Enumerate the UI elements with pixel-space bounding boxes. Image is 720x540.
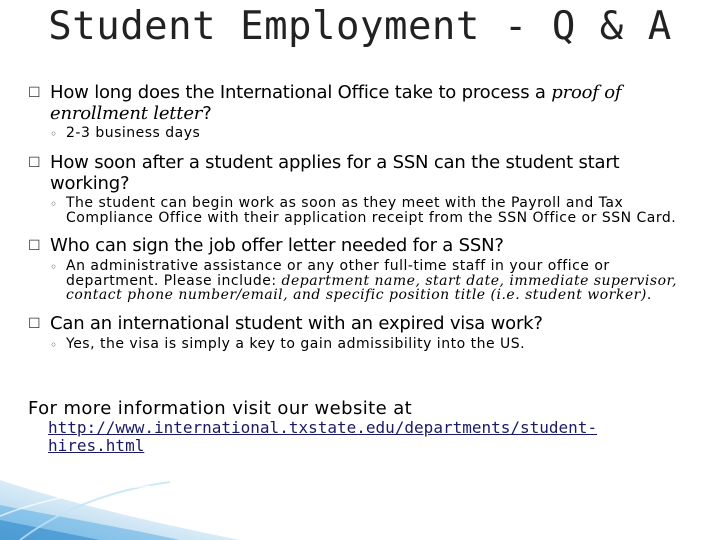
qa-item — [28, 82, 693, 142]
answer-row — [50, 259, 693, 303]
answer-text: An administrative assistance or any other full-time staff in your office or department. Please include: department name, start date, immediate supervisor, contact phone number/email, and specific position title (i.e. student worker). — [66, 258, 678, 303]
answer-row — [50, 337, 693, 353]
circle-bullet-icon: ◦ — [50, 337, 58, 352]
question-row — [28, 313, 693, 335]
question-text: Can an international student with an expired visa work? — [50, 312, 543, 334]
circle-bullet-icon: ◦ — [50, 127, 58, 141]
answer-row — [50, 126, 693, 142]
answer-text: The student can begin work as soon as they meet with the Payroll and Tax Compliance Office with their application receipt from the SSN Office or SSN Card. — [66, 195, 677, 226]
more-info-text: For more information visit our website at — [28, 398, 413, 419]
website-link[interactable]: http://www.international.txstate.edu/departments/student-hires.html — [48, 418, 598, 455]
answer-row — [50, 196, 693, 225]
circle-bullet-icon: ◦ — [50, 197, 58, 211]
qa-item — [28, 313, 693, 353]
question-text: How long does the International Office take to process a proof of enrollment letter? — [50, 82, 622, 124]
checkbox-bullet-icon: ☐ — [28, 315, 41, 332]
qa-list — [28, 82, 693, 363]
checkbox-bullet-icon: ☐ — [28, 85, 41, 101]
question-row — [28, 152, 693, 194]
checkbox-bullet-icon: ☐ — [28, 238, 41, 254]
question-text: How soon after a student applies for a SSN can the student start working? — [50, 152, 620, 194]
checkbox-bullet-icon: ☐ — [28, 155, 41, 171]
question-row — [28, 82, 693, 124]
question-text: Who can sign the job offer letter needed for a SSN? — [50, 235, 504, 256]
circle-bullet-icon: ◦ — [50, 260, 58, 274]
answer-text: Yes, the visa is simply a key to gain admissibility into the US. — [66, 335, 526, 352]
qa-item — [28, 152, 693, 225]
answer-text: 2-3 business days — [66, 125, 201, 141]
slide-title: Student Employment - Q & A — [48, 4, 672, 49]
question-row — [28, 235, 693, 257]
qa-item — [28, 235, 693, 303]
